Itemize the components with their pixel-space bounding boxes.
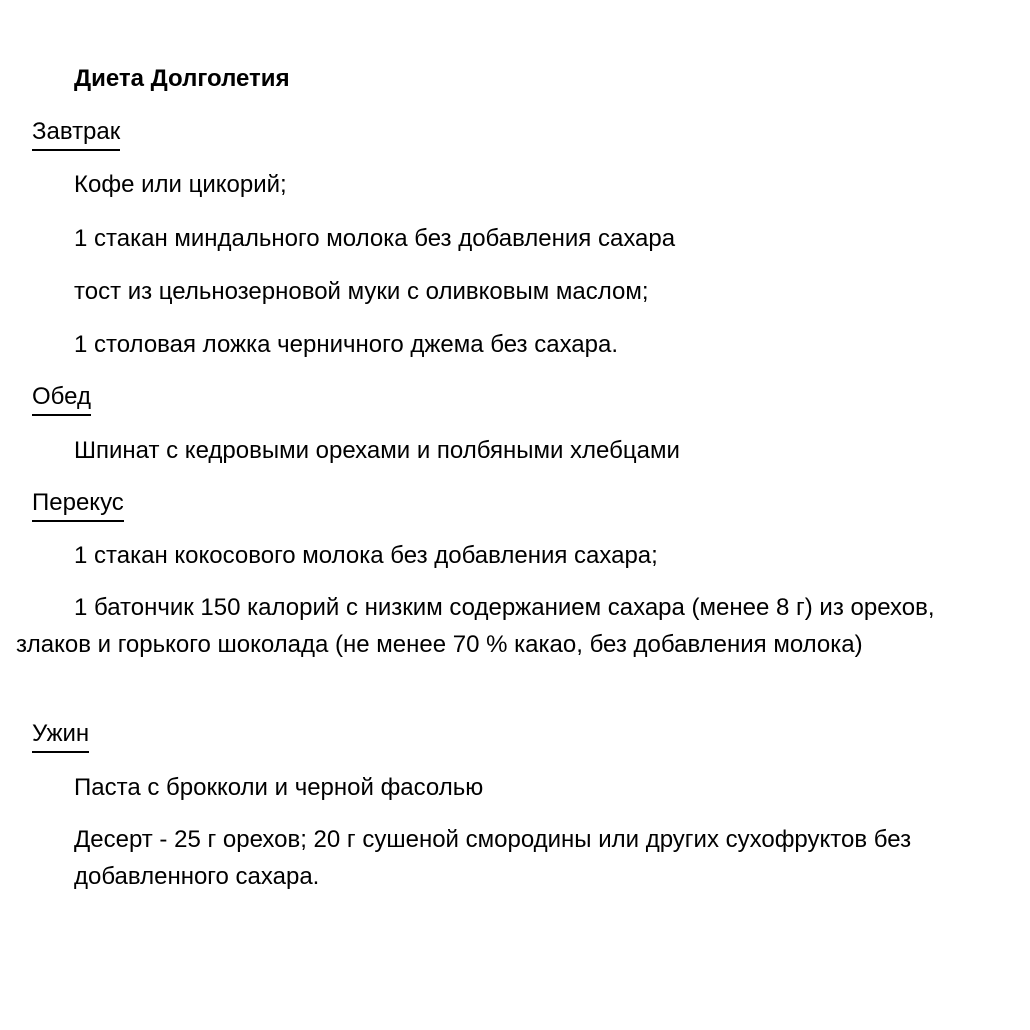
snack-item-coconut-milk: 1 стакан кокосового молока без добавления сахара; xyxy=(74,542,658,569)
section-heading-lunch: Обед xyxy=(32,382,91,416)
section-heading-dinner: Ужин xyxy=(32,719,89,753)
snack-item-bar: 1 батончик 150 калорий с низким содержанием сахара (менее 8 г) из орехов, злаков и горького шоколада (не менее 70 % какао, без добавления молока) xyxy=(16,594,935,658)
section-heading-snack: Перекус xyxy=(32,488,124,522)
dinner-item-pasta: Паста с брокколи и черной фасолью xyxy=(74,774,484,801)
document-title: Диета Долголетия xyxy=(74,65,290,92)
dinner-item-dessert: Десерт - 25 г орехов; 20 г сушеной смородины или других сухофруктов без добавленного сахара. xyxy=(74,826,912,890)
breakfast-item-jam: 1 столовая ложка черничного джема без сахара. xyxy=(74,331,619,358)
breakfast-item-almond-milk: 1 стакан миндального молока без добавления сахара xyxy=(74,225,676,252)
breakfast-item-toast: тост из цельнозерновой муки с оливковым маслом; xyxy=(74,278,649,305)
lunch-item-spinach: Шпинат с кедровыми орехами и полбяными хлебцами xyxy=(74,437,680,464)
breakfast-item-coffee: Кофе или цикорий; xyxy=(74,171,287,198)
section-heading-breakfast: Завтрак xyxy=(32,117,120,151)
